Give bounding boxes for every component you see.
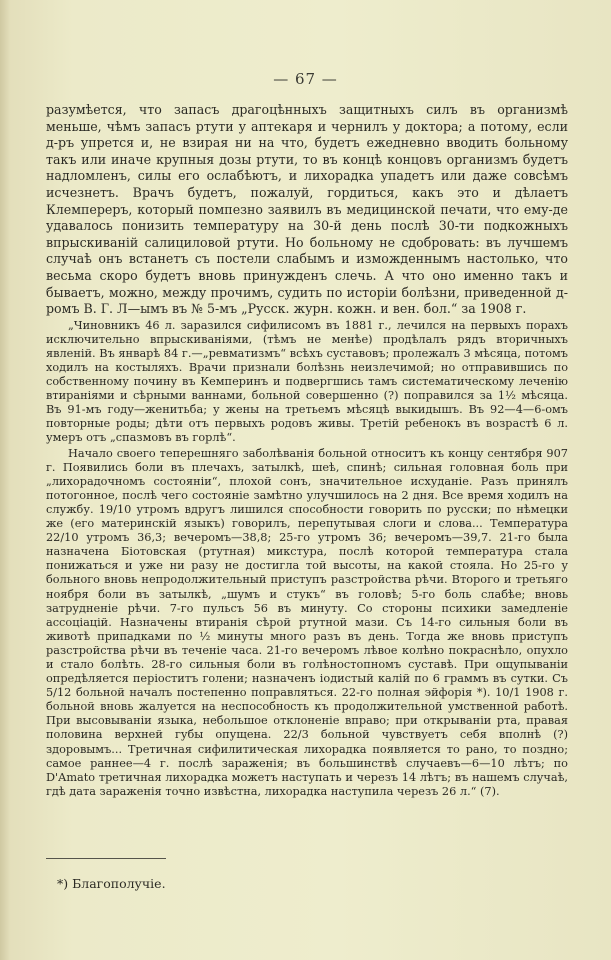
footnote: *) Благополучіе. (57, 876, 166, 891)
page-body (46, 102, 568, 799)
paragraph-case-history: „Чиновникъ 46 л. заразился сифилисомъ въ 1881 г., лечился на первыхъ порахъ исключительно впрыскиваніями, (тѣмъ не менѣе) продѣлалъ рядъ вторичныхъ явленій. Въ январѣ 84 г.—„ревматизмъ“ всѣхъ суставовъ; пролежалъ 3 мѣсяца, потомъ ходилъ на костыляхъ. Врачи признали болѣзнь неизлечимой; но отправившись по собственному почину въ Кемперинъ и подвергшись тамъ систематическому леченію втираніями и сѣрными ваннами, больной совершенно (?) поправился за 1½ мѣсяца. Въ 91-мъ году—женитьба; у жены на третьемъ мѣсяцѣ выкидышъ. Въ 92—4—6-омъ повторные роды; дѣти отъ первыхъ родовъ живы. Третій ребенокъ въ возрастѣ 6 л. умеръ отъ „спазмовъ въ горлѣ“. (46, 318, 568, 445)
footnote-divider (46, 858, 166, 859)
page-fold-shadow (0, 0, 10, 960)
paragraph-continued: разумѣется, что запасъ драгоцѣнныхъ защитныхъ силъ въ организмѣ меньше, чѣмъ запасъ ртути у аптекаря и чернилъ у доктора; а потому, если д-ръ упрется и, не взирая ни на что, будетъ ежедневно вводить больному такъ или иначе крупныя дозы ртути, то въ концѣ концовъ организмъ будетъ надломленъ, силы его ослабѣютъ, и лихорадка упадетъ или даже совсѣмъ исчезнетъ. Врачъ будетъ, пожалуй, гордиться, какъ это и дѣлаетъ Клемпереръ, который помпезно заявилъ въ медицинской печати, что ему-де удавалось понизить температуру на 30-й день послѣ 30-ти подкожныхъ впрыскиваній салициловой ртути. Но больному не сдобровать: въ лучшемъ случаѣ онъ встанетъ съ постели слабымъ и изможденнымъ настолько, что весьма скоро будетъ вновь принужденъ слечь. А что оно именно такъ и бываетъ, можно, между прочимъ, судить по исторіи болѣзни, приведенной д-ромъ В. Г. Л—ымъ въ № 5-мъ „Русск. журн. кожн. и вен. бол.“ за 1908 г. (46, 102, 568, 317)
page-number: — 67 — (273, 70, 338, 88)
paragraph-current-illness: Начало своего теперешняго заболѣванія больной относитъ къ концу сентября 907 г. Появились боли въ плечахъ, затылкѣ, шеѣ, спинѣ; сильная головная боль при „лихорадочномъ состояніи“, плохой сонъ, значительное исхуданіе. Разъ принялъ потогонное, послѣ чего состояніе замѣтно улучшилось на 2 дня. Все время ходилъ на службу. 19/10 утромъ вдругъ лишился способности говорить по русски; по нѣмецки же (его материнскій языкъ) говорилъ, перепутывая слоги и слова... Температура 22/10 утромъ 36,3; вечеромъ—38,8; 25-го утромъ 36; вечеромъ—39,7. 21-го была назначена Біотовская (ртутная) микстура, послѣ которой температура стала понижаться и уже ни разу не достигла той высоты, на какой стояла. Но 25-го у больного вновь непродолжительный приступъ разстройства рѣчи. Второго и третьяго ноября боли въ затылкѣ, „шумъ и стукъ“ въ головѣ; 5-го боль слабѣе; вновь затрудненіе рѣчи. 7-го пульсъ 56 въ минуту. Со стороны психики замедленіе ассоціацій. Назначены втиранія сѣрой ртутной мази. Съ 14-го сильныя боли въ животѣ припадками по ½ минуты много разъ въ день. Тогда же вновь приступъ разстройства рѣчи въ теченіе часа. 21-го вечеромъ лѣвое колѣно покраснѣло, опухло и стало болѣть. 28-го сильныя боли въ голѣностопномъ суставѣ. При ощупываніи опредѣляется періоститъ голени; назначенъ іодистый калій по 6 граммъ въ сутки. Съ 5/12 больной началъ постепенно поправляться. 22-го полная эйфорія *). 10/1 1908 г. больной вновь жалуется на неспособность къ продолжительной умственной работѣ. При высовываніи языка, небольшое отклоненіе вправо; при открываніи рта, правая половина верхней губы опущена. 22/3 больной чувствуетъ себя вполнѣ (?) здоровымъ... Третичная сифилитическая лихорадка появляется то рано, то поздно; самое раннее—4 г. послѣ зараженія; въ большинствѣ случаевъ—6—10 лѣтъ; по D'Amato третичная лихорадка можетъ наступать и черезъ 14 лѣтъ; въ нашемъ случаѣ, гдѣ дата зараженія точно извѣстна, лихорадка наступила черезъ 26 л.“ (7). (46, 446, 568, 798)
